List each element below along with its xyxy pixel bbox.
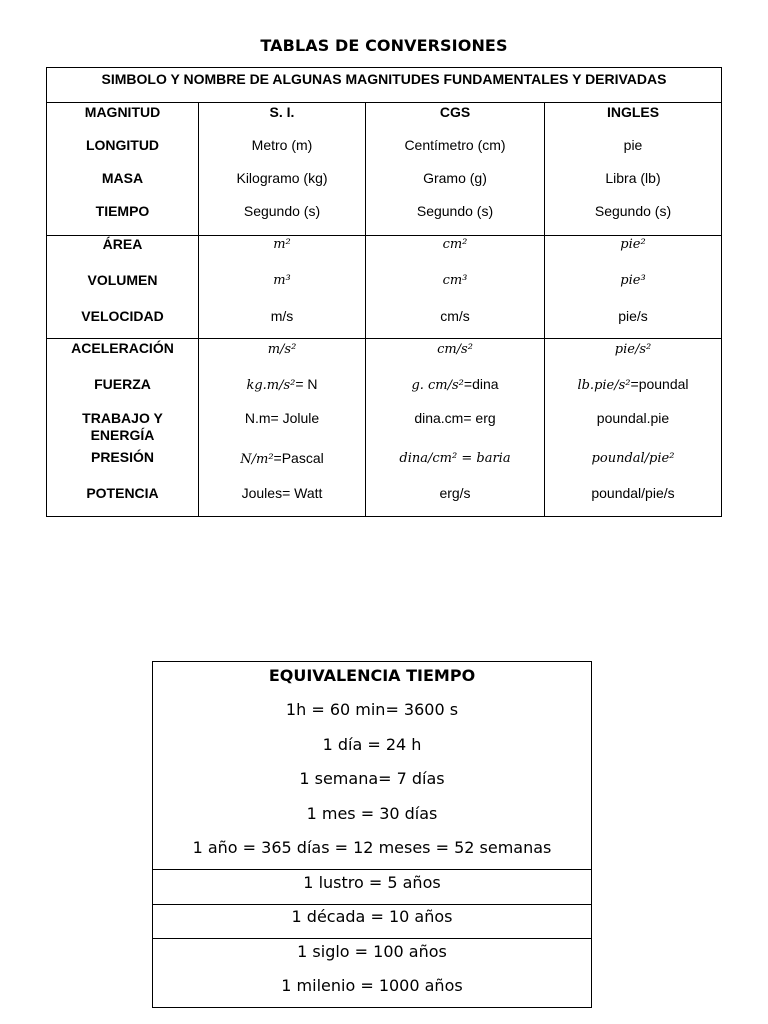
time-row: 1 milenio = 1000 años [281,976,463,995]
si-unit: =Pascal [273,450,324,466]
cgs-cell: dina.cm= erg [414,410,496,426]
ingles-cell: pie² [620,237,646,252]
cgs-cell: cm/s [440,308,470,324]
time-row: 1 semana= 7 días [299,769,445,788]
ingles-cell: Libra (lb) [605,170,661,186]
conversions-table-header: SIMBOLO Y NOMBRE DE ALGUNAS MAGNITUDES FUNDAMENTALES Y DERIVADAS [47,68,721,103]
row-divider [153,904,591,905]
time-row: 1h = 60 min= 3600 s [285,700,459,719]
cgs-unit: =dina [463,376,499,392]
time-row: 1 año = 365 días = 12 meses = 52 semanas [192,838,552,857]
si-cell: m² [273,237,291,252]
row-group-divider [47,338,721,339]
ingles-formula: lb.pie/s² [577,378,631,393]
ingles-cell: poundal/pie/s [591,485,675,501]
si-cell: m/s² [267,342,297,357]
conversions-table [46,67,722,517]
si-cell [199,376,365,394]
magnitud-cell: VOLUMEN [87,272,158,288]
ingles-cell: pie³ [620,273,646,288]
column-header-cgs: CGS [439,104,471,120]
time-equivalence-table [152,661,592,1008]
ingles-cell: poundal.pie [596,410,670,426]
ingles-unit: =poundal [630,376,689,392]
cgs-cell: dina/cm² = baria [399,451,511,466]
column-header-magnitud: MAGNITUD [84,104,161,120]
si-cell: Metro (m) [251,137,313,153]
magnitud-cell: TRABAJO Y ENERGÍA [82,410,163,443]
time-row: 1 década = 10 años [291,907,453,926]
column-header-si: S. I. [269,104,295,120]
magnitud-cell: POTENCIA [86,485,159,501]
cgs-cell: cm² [442,237,468,252]
si-cell [199,450,365,468]
ingles-cell: poundal/pie² [591,451,675,466]
magnitud-cell: MASA [101,170,144,186]
cgs-cell: Gramo (g) [423,170,487,186]
si-cell: N.m= Jolule [244,410,320,426]
time-row: 1 lustro = 5 años [303,873,441,892]
row-divider [153,938,591,939]
cgs-formula: g. cm/s² [411,378,464,393]
si-cell: m³ [273,273,291,288]
magnitud-cell: PRESIÓN [90,449,154,465]
cgs-cell: Centímetro (cm) [404,137,506,153]
page-title: TABLAS DE CONVERSIONES [260,36,508,55]
magnitud-cell: ACELERACIÓN [71,340,174,356]
cgs-cell: Segundo (s) [416,203,494,219]
cgs-cell: cm/s² [437,342,473,357]
ingles-cell: Segundo (s) [594,203,672,219]
magnitud-cell: FUERZA [94,376,151,392]
time-row: 1 mes = 30 días [306,804,438,823]
column-header-ingles: INGLES [606,104,660,120]
cgs-cell: erg/s [439,485,471,501]
magnitud-cell: LONGITUD [85,137,160,153]
cgs-cell [366,376,544,394]
ingles-cell: pie/s [618,308,648,324]
ingles-cell: pie [623,137,643,153]
ingles-cell: pie/s² [614,342,652,357]
si-cell: Joules= Watt [241,485,323,501]
si-formula: kg.m/s² [246,378,296,393]
cgs-cell: cm³ [442,273,468,288]
time-table-header: EQUIVALENCIA TIEMPO [268,666,476,685]
magnitud-cell: VELOCIDAD [81,308,164,324]
row-divider [153,869,591,870]
ingles-cell [545,376,721,394]
si-formula: N/m² [240,452,274,467]
time-row: 1 día = 24 h [322,735,422,754]
si-unit: = N [295,376,318,392]
si-cell: Kilogramo (kg) [236,170,328,186]
magnitud-cell: TIEMPO [95,203,150,219]
magnitud-cell: ÁREA [102,236,143,252]
si-cell: Segundo (s) [243,203,321,219]
time-row: 1 siglo = 100 años [297,942,447,961]
si-cell: m/s [270,308,294,324]
